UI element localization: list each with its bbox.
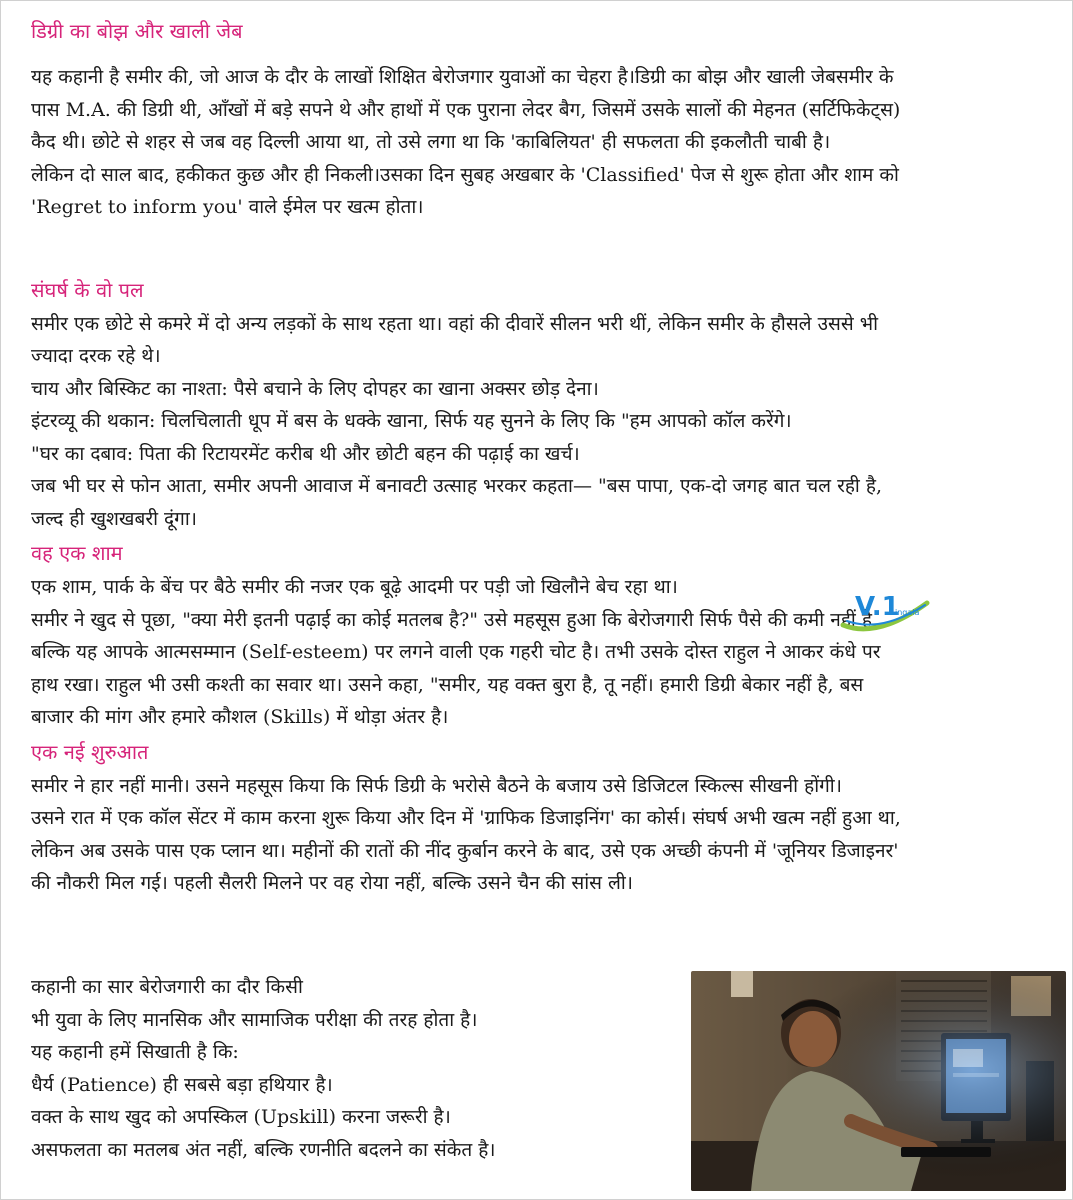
section-line: लेकिन अब उसके पास एक प्लान था। महीनों की रातों की नींद कुर्बान करने के बाद, उसे एक अच्छी कंपनी में 'जूनियर डिजाइनर'	[31, 839, 899, 862]
intro-line: लेकिन दो साल बाद, हकीकत कुछ और ही निकली।उसका दिन सुबह अखबार के 'Classified' पेज से शुरू होता और शाम को	[31, 163, 899, 186]
section-line: चाय और बिस्किट का नाश्ता: पैसे बचाने के लिए दोपहर का खाना अक्सर छोड़ देना।	[31, 377, 599, 400]
intro-line: पास M.A. की डिग्री थी, आँखों में बड़े सपने थे और हाथों में एक पुराना लेदर बैग, जिसमें उसके सालों की मेहनत (सर्टिफिकेट्स)	[31, 98, 901, 121]
closing-line: कहानी का सार बेरोजगारी का दौर किसी	[31, 976, 303, 998]
section-heading-evening: वह एक शाम	[31, 541, 123, 565]
closing-line: भी युवा के लिए मानसिक और सामाजिक परीक्षा की तरह होता है।	[31, 1008, 478, 1031]
section-line: जल्द ही खुशखबरी दूंगा।	[31, 507, 197, 530]
section-line: समीर ने खुद से पूछा, "क्या मेरी इतनी पढ़ाई का कोई मतलब है?" उसे महसूस हुआ कि बेरोजगारी सिर्फ पैसे की कमी नहीं है,	[31, 608, 878, 631]
closing-line: धैर्य (Patience) ही सबसे बड़ा हथियार है।	[31, 1073, 333, 1096]
person-at-computer-image	[691, 971, 1066, 1191]
section-line: "घर का दबाव: पिता की रिटायरमेंट करीब थी और छोटी बहन की पढ़ाई का खर्च।	[31, 442, 580, 465]
logo-icon	[837, 581, 933, 641]
closing-line: यह कहानी हमें सिखाती है कि:	[31, 1041, 239, 1063]
section-heading-new-start: एक नई शुरुआत	[31, 739, 149, 764]
section-heading-struggle: संघर्ष के वो पल	[31, 277, 144, 302]
section-line: समीर एक छोटे से कमरे में दो अन्य लड़कों के साथ रहता था। वहां की दीवारें सीलन भरी थीं, लेकिन समीर के हौसले उससे भी	[31, 312, 879, 335]
closing-line: वक्त के साथ खुद को अपस्किल (Upskill) करना जरूरी है।	[31, 1106, 451, 1128]
section-line: जब भी घर से फोन आता, समीर अपनी आवाज में बनावटी उत्साह भरकर कहता— "बस पापा, एक-दो जगह बात चल रही है,	[31, 475, 883, 497]
intro-line: यह कहानी है समीर की, जो आज के दौर के लाखों शिक्षित बेरोजगार युवाओं का चेहरा है।डिग्री का बोझ और खाली जेबसमीर के	[31, 66, 894, 88]
section-line: बाजार की मांग और हमारे कौशल (Skills) में थोड़ा अंतर है।	[31, 706, 449, 728]
section-line: उसने रात में एक कॉल सेंटर में काम करना शुरू किया और दिन में 'ग्राफिक डिजाइनिंग' का कोर्स। संघर्ष अभी खत्म नहीं हुआ था,	[31, 807, 901, 829]
section-line: बल्कि यह आपके आत्मसम्मान (Self-esteem) पर लगने वाली एक गहरी चोट है। तभी उसके दोस्त राहुल ने आकर कंधे पर	[31, 641, 881, 663]
section-line: हाथ रखा। राहुल भी उसी कश्ती का सवार था। उसने कहा, "समीर, यह वक्त बुरा है, तू नहीं। हमारी डिग्री बेकार नहीं है, बस	[31, 673, 864, 696]
logo-subtext: ingala	[895, 608, 920, 617]
article-body	[31, 13, 1051, 900]
article-title: डिग्री का बोझ और खाली जेब	[31, 19, 243, 43]
closing-summary	[31, 971, 671, 1166]
section-line: एक शाम, पार्क के बेंच पर बैठे समीर की नजर एक बूढ़े आदमी पर पड़ी जो खिलौने बेच रहा था।	[31, 576, 678, 598]
closing-line: असफलता का मतलब अंत नहीं, बल्कि रणनीति बदलने का संकेत है।	[31, 1138, 496, 1161]
intro-line: कैद थी। छोटे से शहर से जब वह दिल्ली आया था, तो उसे लगा था कि 'काबिलियत' ही सफलता की इकलौती चाबी है।	[31, 131, 831, 153]
section-line: समीर ने हार नहीं मानी। उसने महसूस किया कि सिर्फ डिग्री के भरोसे बैठने के बजाय उसे डिजिटल स्किल्स सीखनी होंगी।	[31, 774, 842, 797]
brand-logo	[837, 581, 933, 641]
section-line: इंटरव्यू की थकान: चिलचिलाती धूप में बस के धक्के खाना, सिर्फ यह सुनने के लिए कि "हम आपको कॉल करेंगे।	[31, 410, 792, 432]
intro-line: 'Regret to inform you' वाले ईमेल पर खत्म होता।	[31, 196, 424, 218]
section-line: ज्यादा दरक रहे थे।	[31, 345, 161, 367]
section-line: की नौकरी मिल गई। पहली सैलरी मिलने पर वह रोया नहीं, बल्कि उसने चैन की सांस ली।	[31, 872, 634, 894]
logo-mark-text: V.1	[855, 592, 900, 622]
